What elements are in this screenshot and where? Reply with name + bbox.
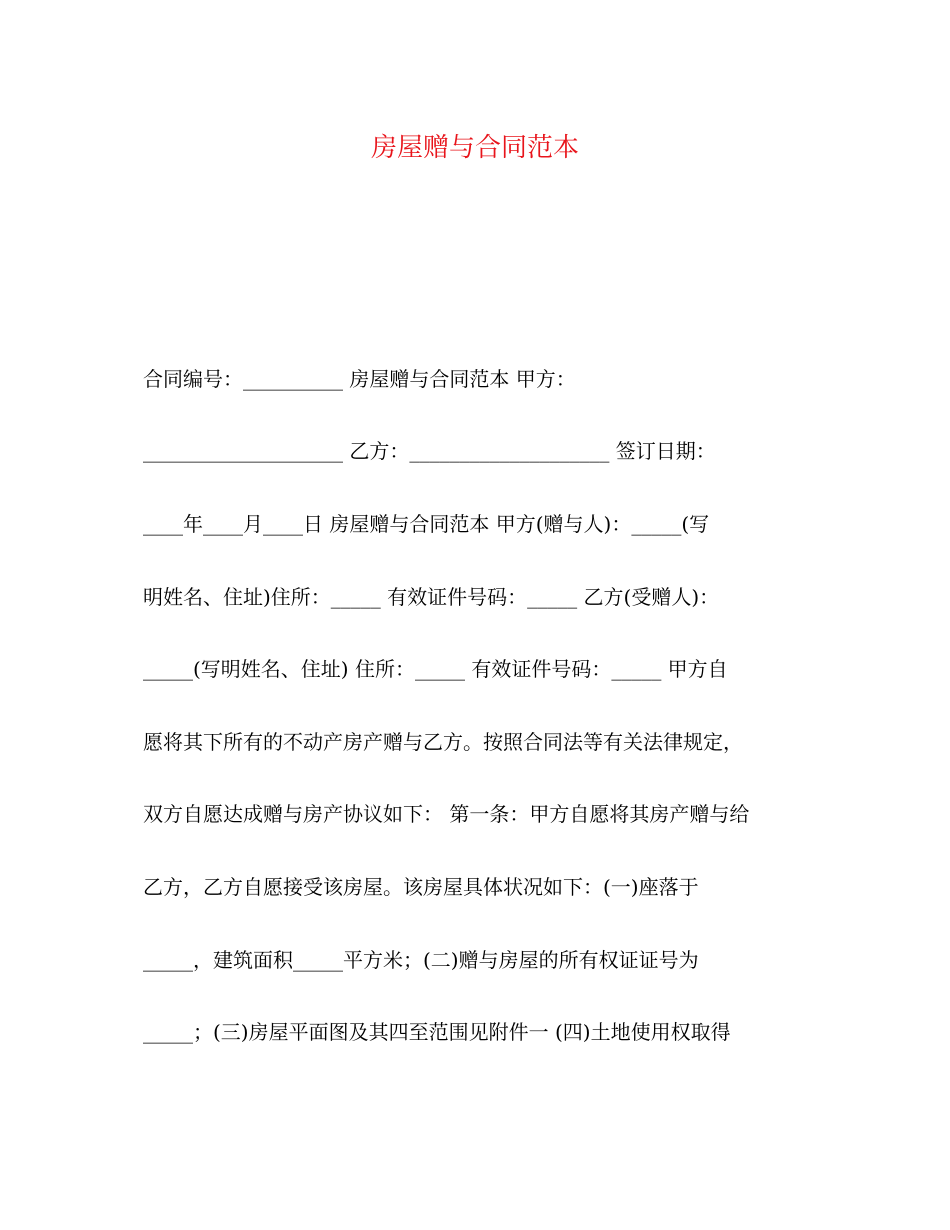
body-line: 愿将其下所有的不动产房产赠与乙方。按照合同法等有关法律规定，	[143, 730, 743, 754]
body-line: 乙方，乙方自愿接受该房屋。该房屋具体状况如下：(一)座落于	[143, 875, 699, 899]
body-line: _____，建筑面积_____平方米；(二)赠与房屋的所有权证证号为	[143, 948, 699, 972]
document-title: 房屋赠与合同范本	[370, 133, 579, 163]
body-line: _____；(三)房屋平面图及其四至范围见附件一 (四)土地使用权取得	[143, 1020, 731, 1044]
body-line: 双方自愿达成赠与房产协议如下： 第一条：甲方自愿将其房产赠与给	[143, 802, 750, 826]
body-line: _____(写明姓名、住址) 住所：_____ 有效证件号码：_____ 甲方自	[143, 657, 728, 681]
body-line: ____________________ 乙方：____________________ 签订日期：	[143, 439, 716, 463]
body-line: ____年____月____日 房屋赠与合同范本 甲方(赠与人)：_____(写	[143, 512, 710, 536]
body-line: 明姓名、住址)住所：_____ 有效证件号码：_____ 乙方(受赠人)：	[143, 585, 720, 609]
body-line: 合同编号：__________ 房屋赠与合同范本 甲方：	[143, 367, 576, 391]
